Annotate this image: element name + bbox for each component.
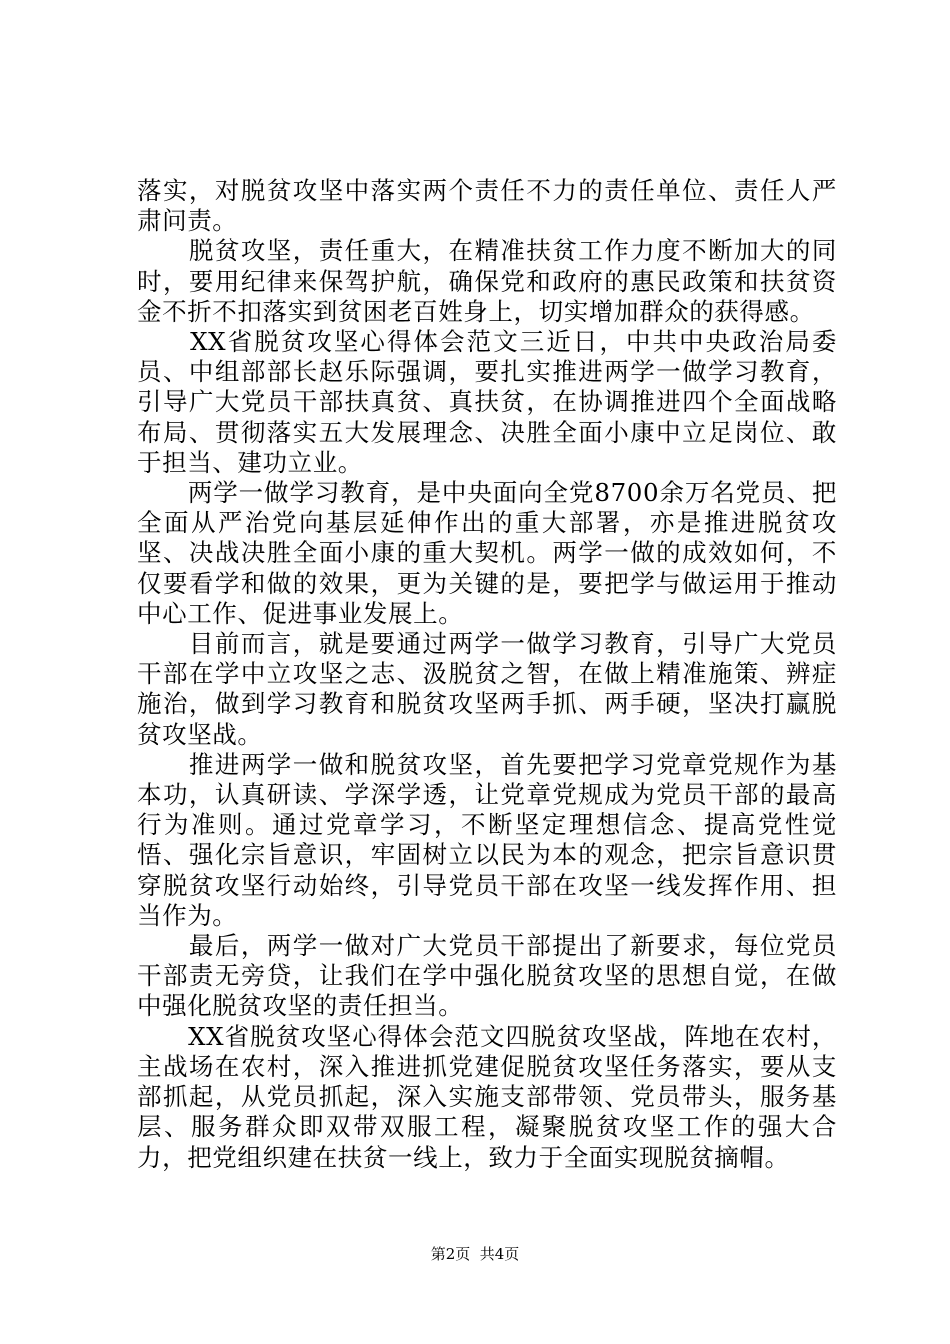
paragraph-8: XX省脱贫攻坚心得体会范文四脱贫攻坚战，阵地在农村，主战场在农村，深入推进抓党建促脱贫攻坚任务落实，要从支部抓起，从党员抓起，深入实施支部带领、党员带头，服务基层、服务群众即双带双服工程，凝聚脱贫攻坚工作的强大合力，把党组织建在扶贫一线上，致力于全面实现脱贫摘帽。 (137, 1021, 837, 1172)
page-number-footer: 第2页 共4页 (430, 1245, 520, 1263)
document-body (137, 176, 837, 1173)
paragraph-1: 落实，对脱贫攻坚中落实两个责任不力的责任单位、责任人严肃问责。 (137, 176, 837, 236)
paragraph-4: 两学一做学习教育，是中央面向全党8700余万名党员、把全面从严治党向基层延伸作出的重大部署，亦是推进脱贫攻坚、决战决胜全面小康的重大契机。两学一做的成效如何，不仅要看学和做的效果，更为关键的是，要把学与做运用于推动中心工作、促进事业发展上。 (137, 478, 837, 628)
paragraph-3: XX省脱贫攻坚心得体会范文三近日，中共中央政治局委员、中组部部长赵乐际强调，要扎实推进两学一做学习教育，引导广大党员干部扶真贫、真扶贫，在协调推进四个全面战略布局、贯彻落实五大发展理念、决胜全面小康中立足岗位、敢于担当、建功立业。 (137, 327, 837, 477)
paragraph-7: 最后，两学一做对广大党员干部提出了新要求，每位党员干部责无旁贷，让我们在学中强化脱贫攻坚的思想自觉，在做中强化脱贫攻坚的责任担当。 (137, 931, 837, 1021)
paragraph-6: 推进两学一做和脱贫攻坚，首先要把学习党章党规作为基本功，认真研读、学深学透，让党章党规成为党员干部的最高行为准则。通过党章学习，不断坚定理想信念、提高党性觉悟、强化宗旨意识，牢固树立以民为本的观念，把宗旨意识贯穿脱贫攻坚行动始终，引导党员干部在攻坚一线发挥作用、担当作为。 (137, 749, 837, 930)
paragraph-2: 脱贫攻坚，责任重大，在精准扶贫工作力度不断加大的同时，要用纪律来保驾护航，确保党和政府的惠民政策和扶贫资金不折不扣落实到贫困老百姓身上，切实增加群众的获得感。 (137, 236, 837, 326)
paragraph-5: 目前而言，就是要通过两学一做学习教育，引导广大党员干部在学中立攻坚之志、汲脱贫之智，在做上精准施策、辨症施治，做到学习教育和脱贫攻坚两手抓、两手硬，坚决打赢脱贫攻坚战。 (137, 629, 837, 749)
